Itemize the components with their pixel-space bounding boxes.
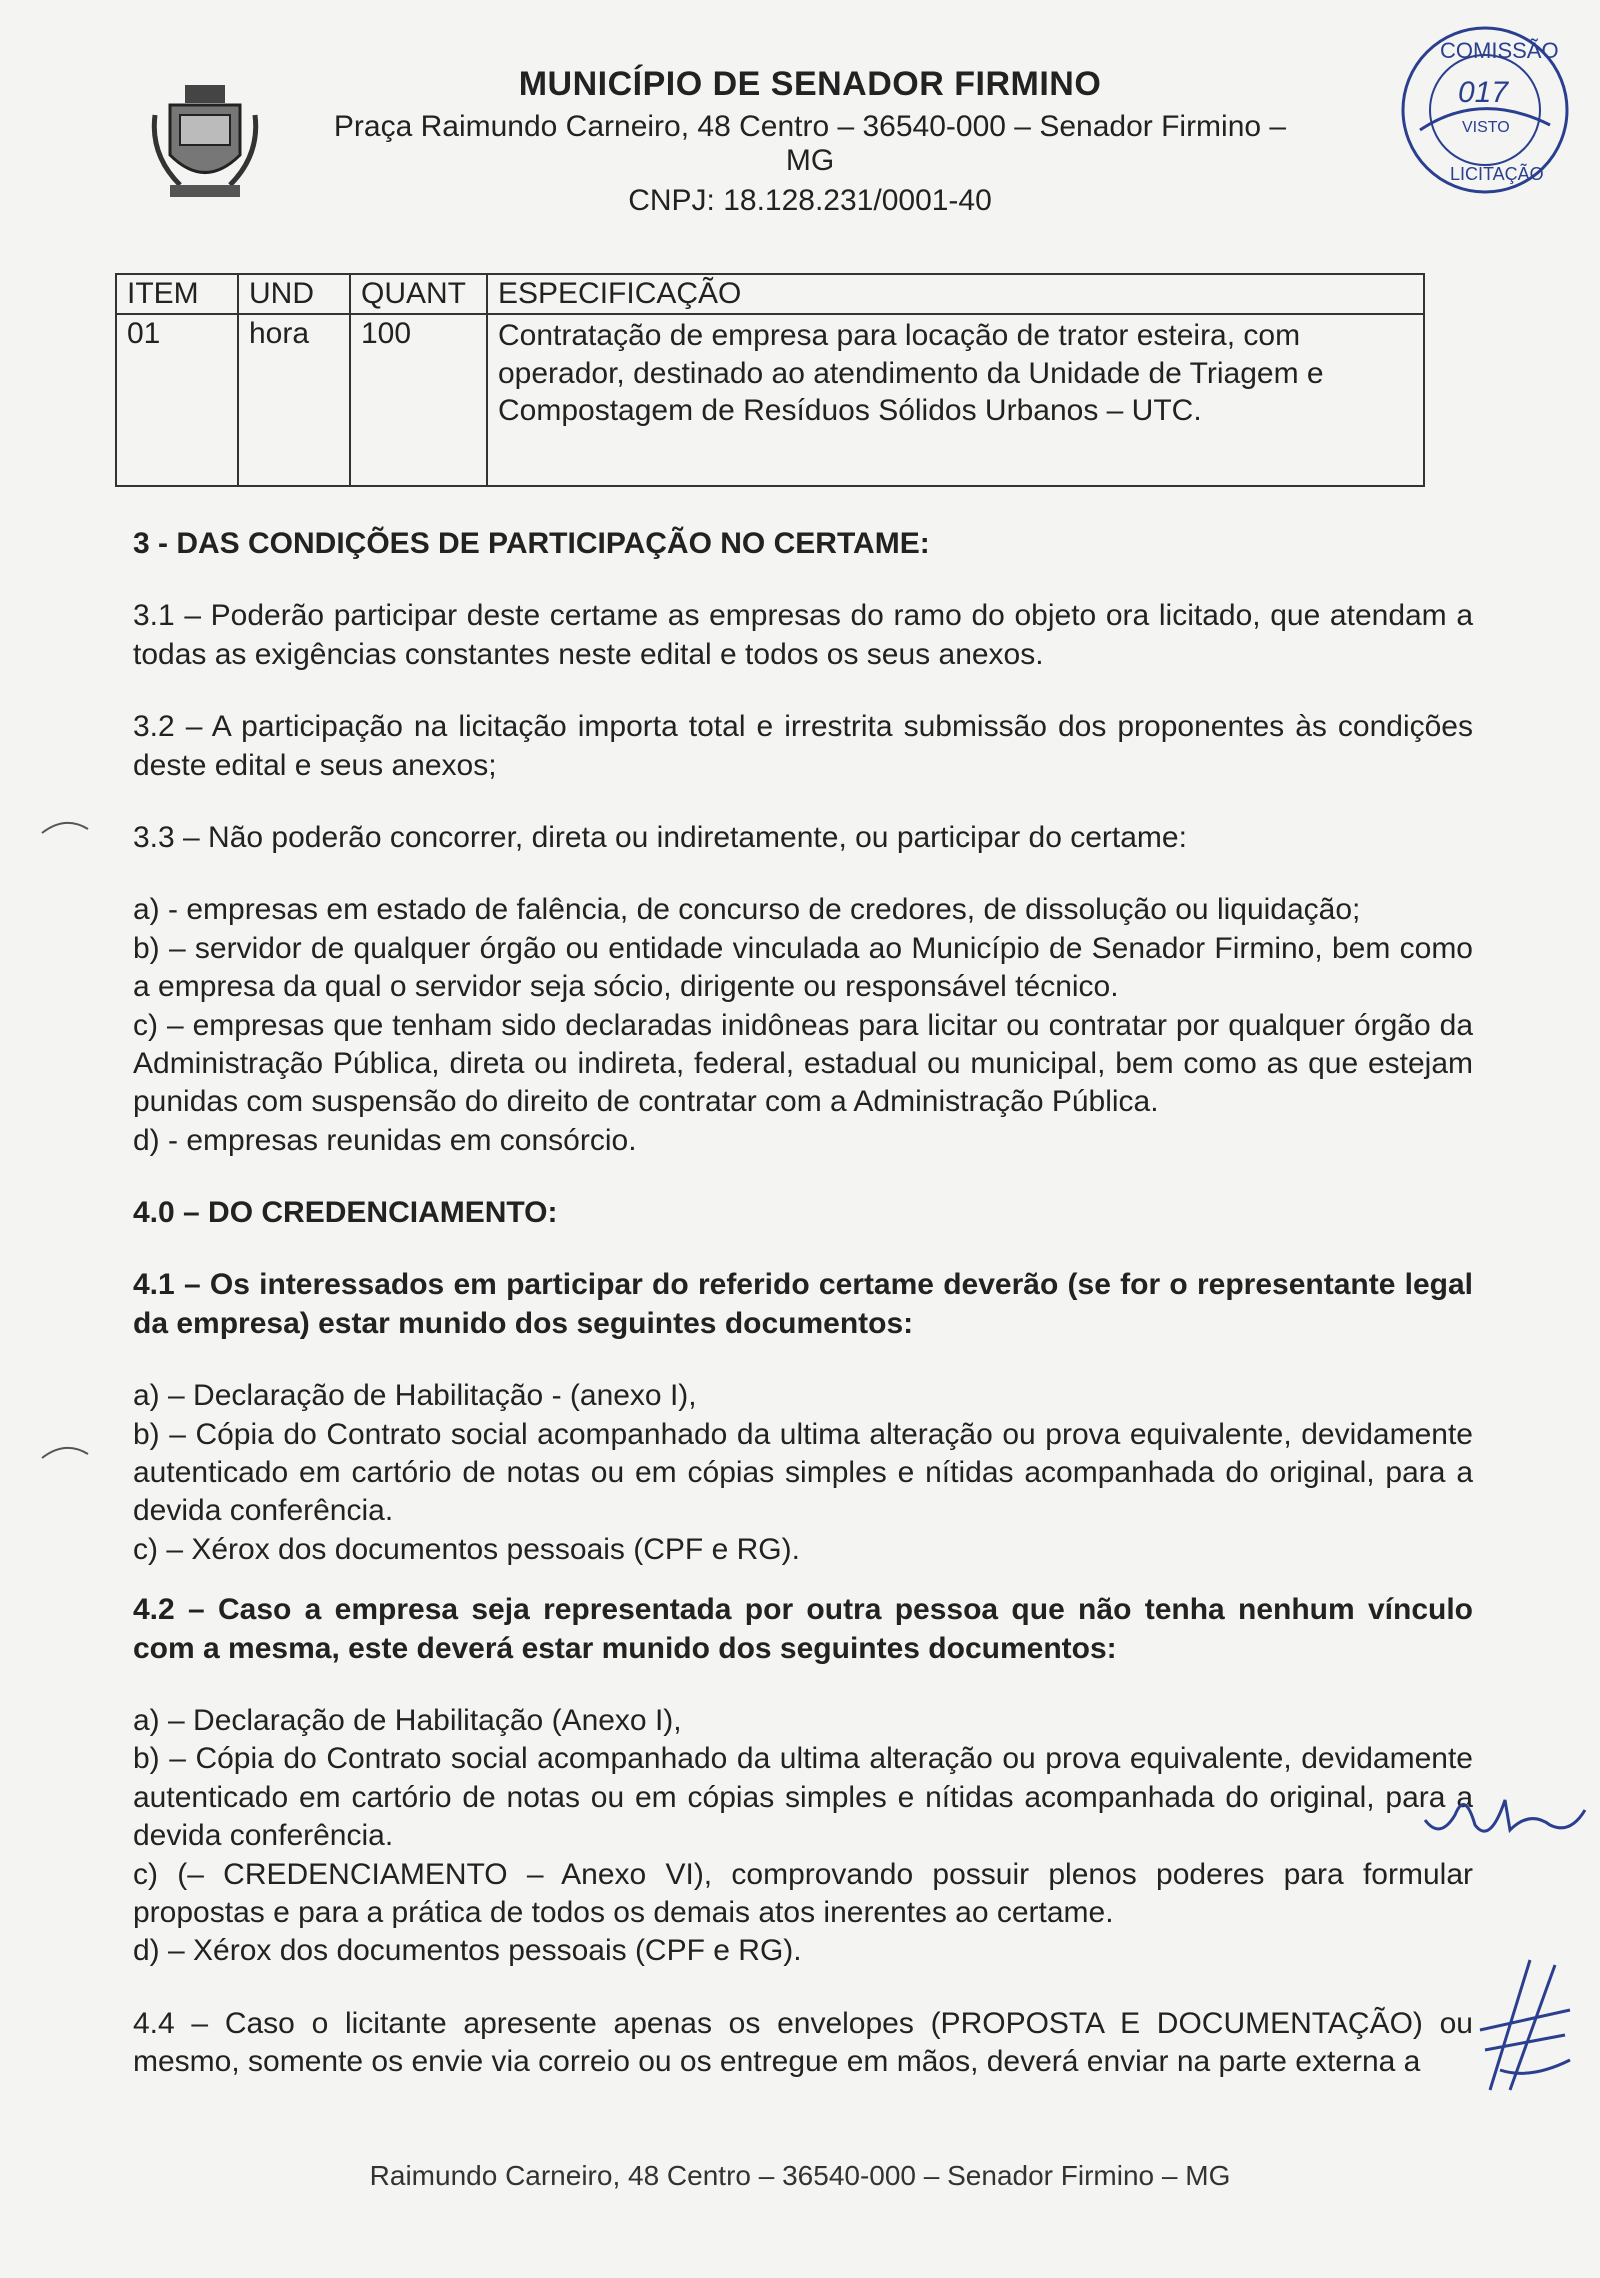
table-row xyxy=(116,314,1424,486)
paragraph: 4.4 – Caso o licitante apresente apenas os envelopes (PROPOSTA E DOCUMENTAÇÃO) ou mesmo, somente os envie via correio ou os entregue em mãos, deverá enviar na parte externa a xyxy=(133,2006,1473,2079)
column-header: ESPECIFICAÇÃO xyxy=(487,274,1424,314)
list-item: c) – Xérox dos documentos pessoais (CPF e RG). xyxy=(133,1532,800,1566)
letterhead xyxy=(150,60,1450,217)
list-item: b) – Cópia do Contrato social acompanhado da ultima alteração ou prova equivalente, devidamente autenticado em cartório de notas ou em cópias simples e nítidas acompanhada do original, para a devida conferência. xyxy=(133,1742,1473,1853)
footer-address: Raimundo Carneiro, 48 Centro – 36540-000 – Senador Firmino – MG xyxy=(369,2160,1231,2191)
list-item: c) – empresas que tenham sido declaradas inidôneas para licitar ou contratar por qualquer órgão da Administração Pública, direta ou indireta, federal, estadual ou municipal, bem como as que estejam punidas com suspensão do direito de contratar com a Administração Pública. xyxy=(133,1008,1473,1119)
municipality-title: MUNICÍPIO DE SENADOR FIRMINO xyxy=(518,65,1102,103)
list-item: c) (– CREDENCIAMENTO – Anexo VI), comprovando possuir plenos poderes para formular propostas e para a prática de todos os demais atos inerentes ao certame. xyxy=(133,1857,1473,1929)
svg-text:LICITAÇÃO: LICITAÇÃO xyxy=(1450,164,1544,184)
paragraph: 3.3 – Não poderão concorrer, direta ou indiretamente, ou participar do certame: xyxy=(133,820,1187,854)
svg-text:COMISSÃO: COMISSÃO xyxy=(1440,38,1559,63)
initials-signature-icon xyxy=(1470,1950,1580,2100)
paragraph: 3.2 – A participação na licitação importa total e irrestrita submissão dos proponentes às condições deste edital e seus anexos; xyxy=(133,710,1473,782)
document-body xyxy=(133,525,1473,2082)
column-header: QUANT xyxy=(350,274,487,314)
list-item: a) – Declaração de Habilitação (Anexo I), xyxy=(133,1703,682,1737)
paragraph: 3.1 – Poderão participar deste certame as empresas do ramo do objeto ora licitado, que atendam a todas as exigências constantes neste edital e todos os seus anexos. xyxy=(133,599,1473,671)
address-line: Praça Raimundo Carneiro, 48 Centro – 36540-000 – Senador Firmino – MG xyxy=(333,110,1287,177)
list-item: a) - empresas em estado de falência, de concurso de credores, de dissolução ou liquidação; xyxy=(133,893,1361,927)
municipal-crest-icon xyxy=(150,75,260,205)
list-item: b) – Cópia do Contrato social acompanhado da ultima alteração ou prova equivalente, devidamente autenticado em cartório de notas ou em cópias simples e nítidas acompanhada do original, para a devida conferência. xyxy=(133,1417,1473,1528)
section-heading: 4.0 – DO CREDENCIAMENTO: xyxy=(133,1196,558,1230)
table-cell: 100 xyxy=(350,314,487,486)
table-cell: 01 xyxy=(116,314,238,486)
list-item: d) - empresas reunidas em consórcio. xyxy=(133,1123,637,1157)
svg-text:017: 017 xyxy=(1458,76,1509,109)
item-specification-table xyxy=(115,273,1425,487)
commission-stamp-icon xyxy=(1380,20,1590,200)
table-cell: Contratação de empresa para locação de trator esteira, com operador, destinado ao atendimento da Unidade de Triagem e Compostagem de Resíduos Sólidos Urbanos – UTC. xyxy=(487,314,1424,486)
list-item: a) – Declaração de Habilitação - (anexo I), xyxy=(133,1379,697,1413)
cnpj-line: CNPJ: 18.128.231/0001-40 xyxy=(628,184,992,217)
section-heading: 3 - DAS CONDIÇÕES DE PARTICIPAÇÃO NO CERTAME: xyxy=(133,527,930,560)
table-cell: hora xyxy=(238,314,350,486)
column-header: ITEM xyxy=(116,274,238,314)
paragraph: 4.1 – Os interessados em participar do referido certame deverão (se for o representante legal da empresa) estar munido dos seguintes documentos: xyxy=(133,1268,1473,1340)
handwritten-signature-icon xyxy=(1420,1770,1590,1850)
margin-mark-icon xyxy=(40,1440,90,1460)
list-item: d) – Xérox dos documentos pessoais (CPF e RG). xyxy=(133,1934,802,1968)
paragraph: 4.2 – Caso a empresa seja representada por outra pessoa que não tenha nenhum vínculo com a mesma, este deverá estar munido dos seguintes documentos: xyxy=(133,1593,1473,1665)
svg-text:VISTO: VISTO xyxy=(1462,119,1510,136)
margin-mark-icon xyxy=(40,815,90,835)
column-header: UND xyxy=(238,274,350,314)
table-header-row xyxy=(116,274,1424,314)
list-item: b) – servidor de qualquer órgão ou entidade vinculada ao Município de Senador Firmino, bem como a empresa da qual o servidor seja sócio, dirigente ou responsável técnico. xyxy=(133,931,1473,1004)
